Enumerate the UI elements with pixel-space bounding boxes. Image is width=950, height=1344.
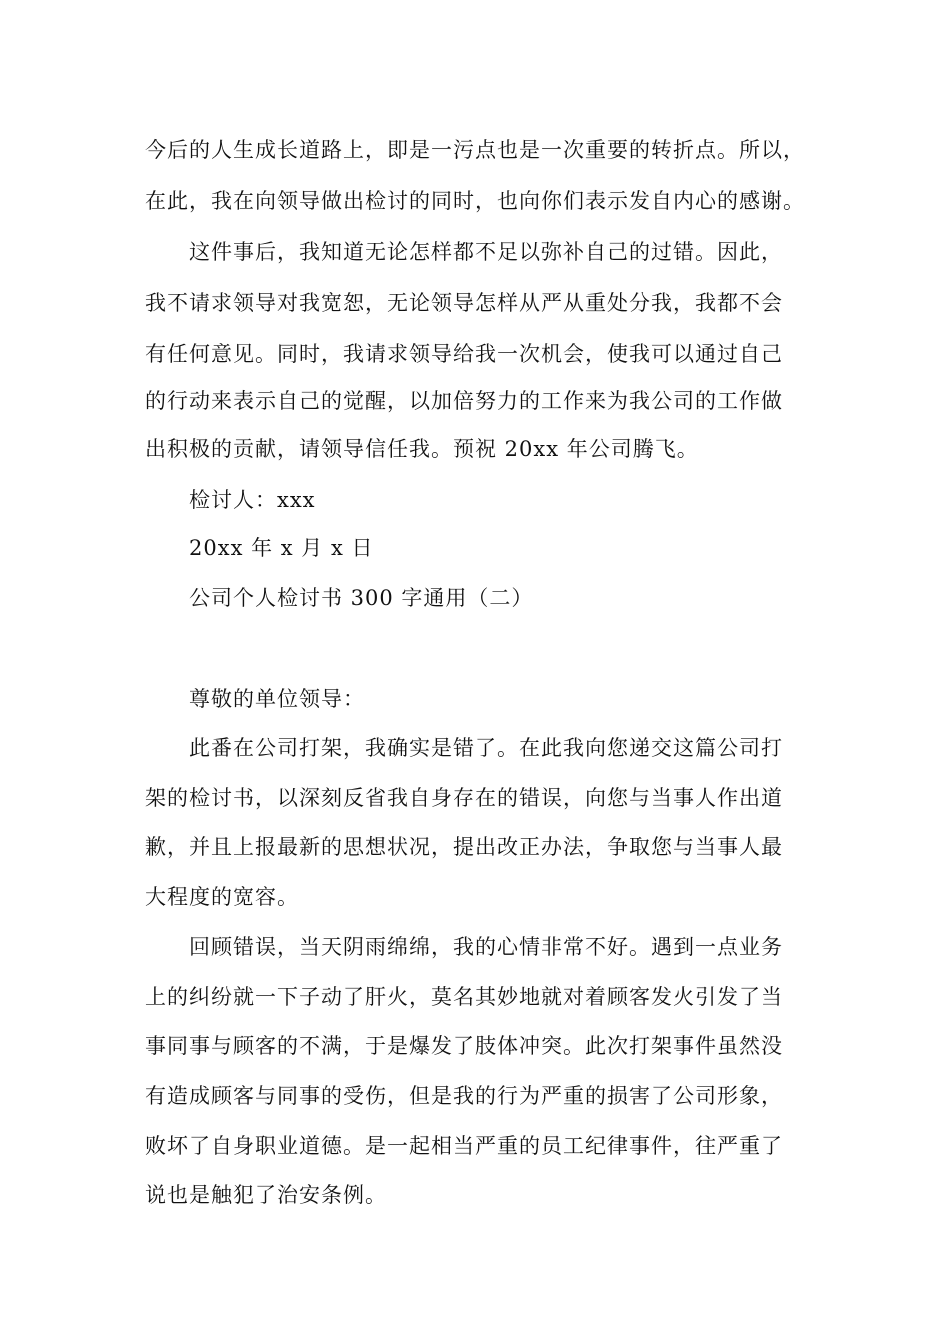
- paragraph-line: 有造成顾客与同事的受伤，但是我的行为严重的损害了公司形象，: [145, 1084, 783, 1108]
- salutation: 尊敬的单位领导：: [189, 687, 365, 711]
- section-title: 公司个人检讨书 300 字通用（二）: [189, 586, 534, 610]
- paragraph-line: 这件事后，我知道无论怎样都不足以弥补自己的过错。因此，: [189, 240, 783, 264]
- paragraph-line: 上的纠纷就一下子动了肝火，莫名其妙地就对着顾客发火引发了当: [145, 985, 783, 1009]
- paragraph-line: 出积极的贡献，请领导信任我。预祝 20xx 年公司腾飞。: [145, 437, 699, 461]
- paragraph-line: 败坏了自身职业道德。是一起相当严重的员工纪律事件，往严重了: [145, 1134, 783, 1158]
- paragraph-line: 大程度的宽容。: [145, 885, 299, 909]
- paragraph-line: 在此，我在向领导做出检讨的同时，也向你们表示发自内心的感谢。: [145, 189, 805, 213]
- paragraph-line: 事同事与顾客的不满，于是爆发了肢体冲突。此次打架事件虽然没: [145, 1034, 783, 1058]
- paragraph-line: 我不请求领导对我宽恕，无论领导怎样从严从重处分我，我都不会: [145, 291, 783, 315]
- date-line: 20xx 年 x 月 x 日: [189, 536, 374, 560]
- paragraph-line: 的行动来表示自己的觉醒，以加倍努力的工作来为我公司的工作做: [145, 389, 783, 413]
- paragraph-line: 此番在公司打架，我确实是错了。在此我向您递交这篇公司打: [189, 736, 783, 760]
- paragraph-line: 歉，并且上报最新的思想状况，提出改正办法，争取您与当事人最: [145, 835, 783, 859]
- paragraph-line: 今后的人生成长道路上，即是一污点也是一次重要的转折点。所以，: [145, 138, 805, 162]
- paragraph-line: 回顾错误，当天阴雨绵绵，我的心情非常不好。遇到一点业务: [189, 935, 783, 959]
- signature-line: 检讨人：xxx: [189, 488, 316, 512]
- paragraph-line: 说也是触犯了治安条例。: [145, 1183, 387, 1207]
- paragraph-line: 架的检讨书，以深刻反省我自身存在的错误，向您与当事人作出道: [145, 786, 783, 810]
- paragraph-line: 有任何意见。同时，我请求领导给我一次机会，使我可以通过自己: [145, 342, 783, 366]
